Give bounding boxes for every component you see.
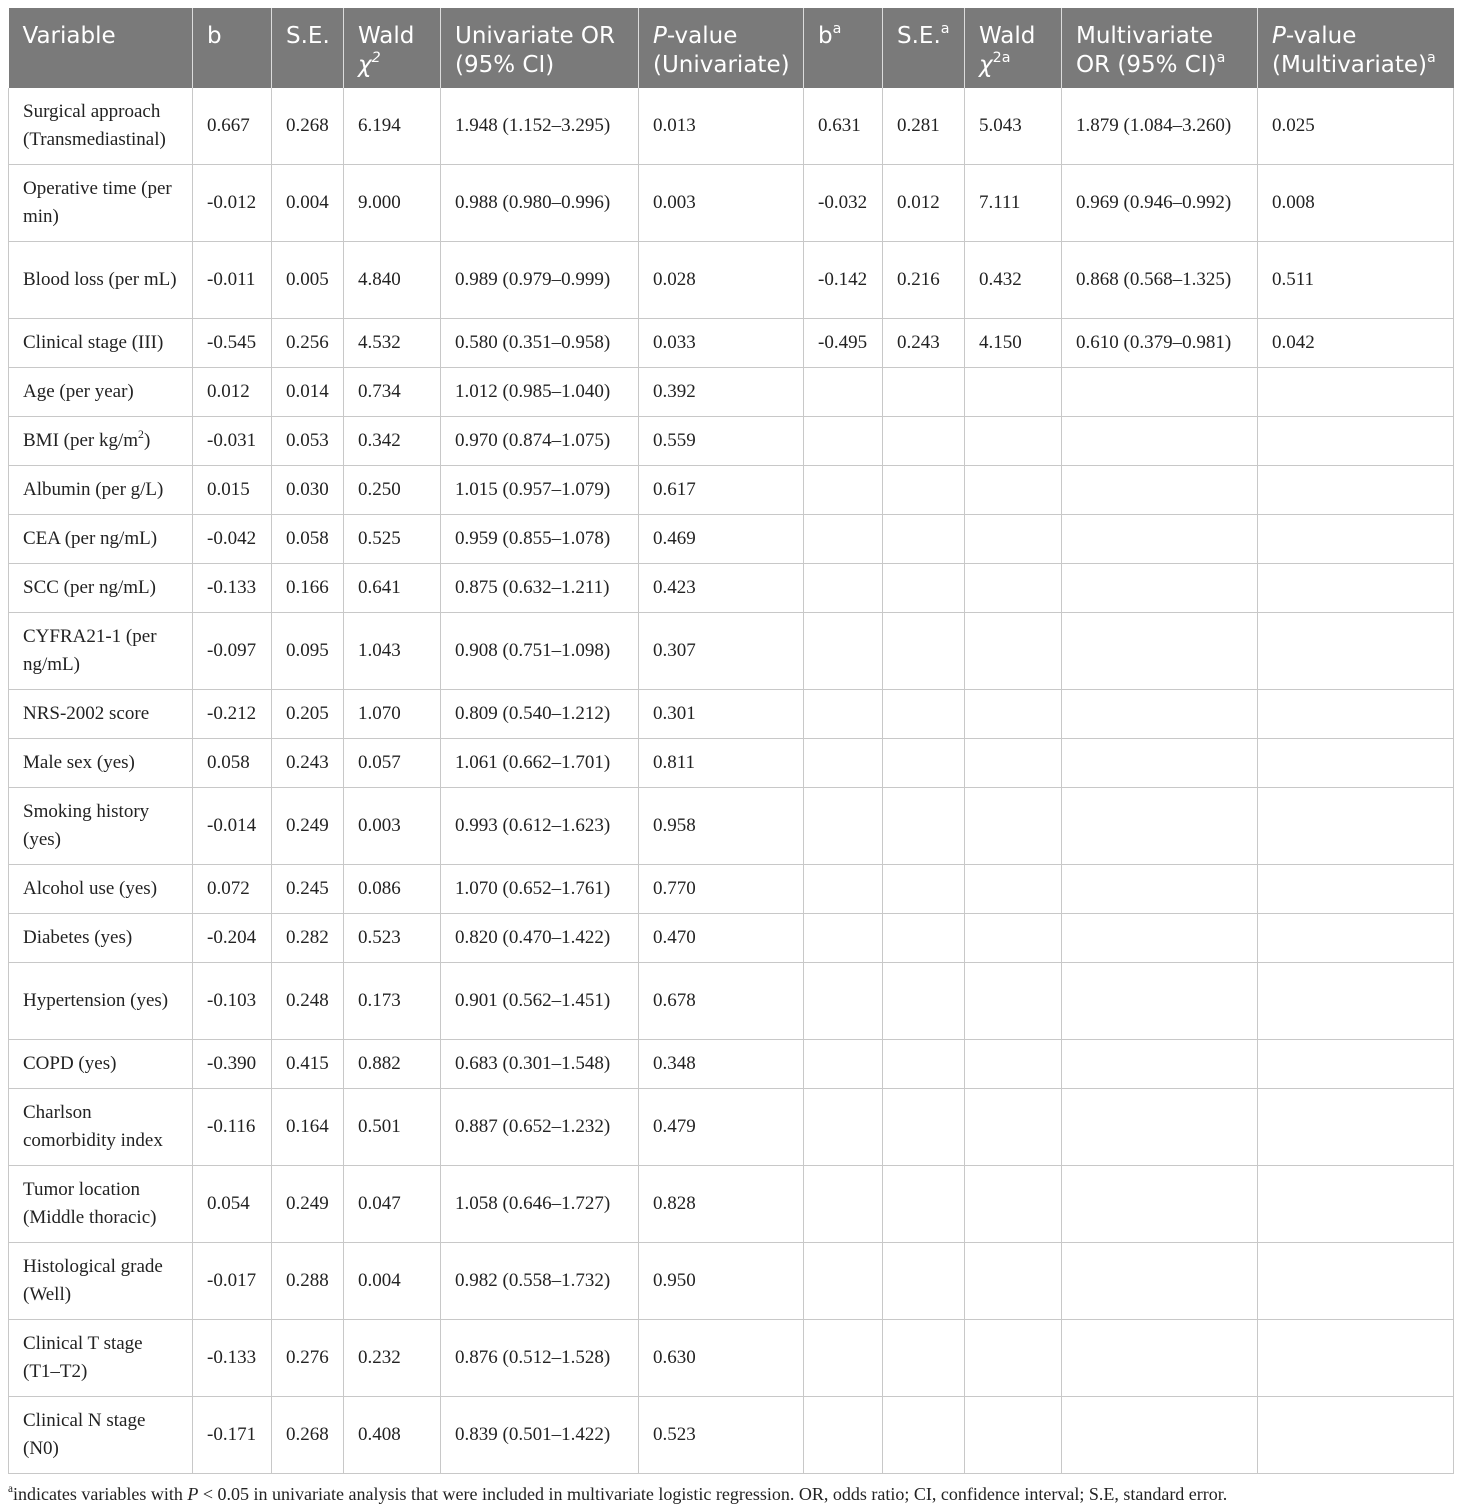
table-row [9, 914, 1454, 963]
p-univariate-cell: 0.348 [639, 1040, 804, 1089]
p-univariate-cell: 0.811 [639, 739, 804, 788]
wald-cell: 4.840 [344, 242, 441, 319]
se-cell: 0.288 [272, 1243, 344, 1320]
table-row [9, 1243, 1454, 1320]
wald-multivariate-cell [965, 1243, 1062, 1320]
b-multivariate-cell: 0.631 [804, 88, 883, 165]
wald-multivariate-cell [965, 466, 1062, 515]
se-multivariate-cell [883, 788, 965, 865]
p-multivariate-cell [1258, 1166, 1454, 1243]
table-row [9, 739, 1454, 788]
wald-cell: 0.232 [344, 1320, 441, 1397]
b-cell: -0.097 [193, 613, 272, 690]
wald-cell: 0.408 [344, 1397, 441, 1474]
wald-cell: 0.882 [344, 1040, 441, 1089]
variable-cell: SCC (per ng/mL) [9, 564, 193, 613]
table-body [9, 88, 1454, 1474]
wald-multivariate-cell [965, 788, 1062, 865]
univariate-or-cell: 0.989 (0.979–0.999) [441, 242, 639, 319]
multivariate-or-cell: 0.969 (0.946–0.992) [1062, 165, 1258, 242]
b-multivariate-cell [804, 963, 883, 1040]
variable-cell: Operative time (per min) [9, 165, 193, 242]
b-cell: -0.171 [193, 1397, 272, 1474]
variable-cell: Clinical T stage (T1–T2) [9, 1320, 193, 1397]
se-cell: 0.249 [272, 1166, 344, 1243]
p-multivariate-cell [1258, 739, 1454, 788]
p-multivariate-cell [1258, 1320, 1454, 1397]
table-row [9, 319, 1454, 368]
b-multivariate-cell [804, 564, 883, 613]
p-multivariate-cell [1258, 963, 1454, 1040]
se-multivariate-cell [883, 1040, 965, 1089]
wald-multivariate-cell [965, 690, 1062, 739]
table-row [9, 865, 1454, 914]
wald-cell: 0.047 [344, 1166, 441, 1243]
b-multivariate-cell [804, 1040, 883, 1089]
b-cell: 0.015 [193, 466, 272, 515]
p-univariate-cell: 0.423 [639, 564, 804, 613]
variable-cell: Albumin (per g/L) [9, 466, 193, 515]
se-multivariate-cell [883, 865, 965, 914]
variable-cell: Diabetes (yes) [9, 914, 193, 963]
se-cell: 0.245 [272, 865, 344, 914]
p-multivariate-cell [1258, 690, 1454, 739]
se-multivariate-cell: 0.216 [883, 242, 965, 319]
univariate-or-cell: 0.993 (0.612–1.623) [441, 788, 639, 865]
wald-cell: 0.173 [344, 963, 441, 1040]
p-multivariate-cell [1258, 613, 1454, 690]
se-cell: 0.415 [272, 1040, 344, 1089]
wald-cell: 0.003 [344, 788, 441, 865]
variable-cell: Histological grade (Well) [9, 1243, 193, 1320]
table-row [9, 466, 1454, 515]
multivariate-or-cell [1062, 963, 1258, 1040]
se-cell: 0.005 [272, 242, 344, 319]
b-multivariate-cell [804, 515, 883, 564]
p-univariate-cell: 0.033 [639, 319, 804, 368]
multivariate-or-cell [1062, 865, 1258, 914]
se-cell: 0.014 [272, 368, 344, 417]
univariate-or-cell: 0.982 (0.558–1.732) [441, 1243, 639, 1320]
wald-cell: 0.057 [344, 739, 441, 788]
wald-multivariate-cell [965, 564, 1062, 613]
variable-cell: COPD (yes) [9, 1040, 193, 1089]
b-multivariate-cell [804, 739, 883, 788]
table-row [9, 613, 1454, 690]
table-row [9, 1089, 1454, 1166]
p-multivariate-cell [1258, 515, 1454, 564]
wald-multivariate-cell [965, 515, 1062, 564]
wald-multivariate-cell [965, 368, 1062, 417]
b-multivariate-cell [804, 1243, 883, 1320]
table-row [9, 1397, 1454, 1474]
univariate-or-cell: 0.908 (0.751–1.098) [441, 613, 639, 690]
se-multivariate-cell [883, 1243, 965, 1320]
wald-cell: 9.000 [344, 165, 441, 242]
se-cell: 0.249 [272, 788, 344, 865]
variable-cell: Charlson comorbidity index [9, 1089, 193, 1166]
variable-cell: Blood loss (per mL) [9, 242, 193, 319]
se-multivariate-cell [883, 466, 965, 515]
header-univariate-or: Univariate OR (95% CI) [441, 8, 639, 88]
multivariate-or-cell [1062, 417, 1258, 466]
variable-cell: CYFRA21-1 (per ng/mL) [9, 613, 193, 690]
b-cell: -0.042 [193, 515, 272, 564]
p-multivariate-cell [1258, 466, 1454, 515]
se-cell: 0.268 [272, 1397, 344, 1474]
se-cell: 0.030 [272, 466, 344, 515]
univariate-or-cell: 1.012 (0.985–1.040) [441, 368, 639, 417]
header-row [9, 8, 1454, 88]
se-cell: 0.166 [272, 564, 344, 613]
wald-multivariate-cell [965, 1089, 1062, 1166]
p-multivariate-cell: 0.042 [1258, 319, 1454, 368]
univariate-or-cell: 0.988 (0.980–0.996) [441, 165, 639, 242]
wald-multivariate-cell [965, 613, 1062, 690]
b-cell: -0.545 [193, 319, 272, 368]
univariate-or-cell: 0.875 (0.632–1.211) [441, 564, 639, 613]
se-multivariate-cell [883, 417, 965, 466]
p-multivariate-cell: 0.511 [1258, 242, 1454, 319]
wald-multivariate-cell [965, 865, 1062, 914]
p-univariate-cell: 0.678 [639, 963, 804, 1040]
p-multivariate-cell [1258, 1089, 1454, 1166]
p-multivariate-cell [1258, 1243, 1454, 1320]
se-multivariate-cell [883, 690, 965, 739]
wald-cell: 0.734 [344, 368, 441, 417]
b-cell: -0.133 [193, 1320, 272, 1397]
multivariate-or-cell: 0.610 (0.379–0.981) [1062, 319, 1258, 368]
variable-cell: Hypertension (yes) [9, 963, 193, 1040]
wald-cell: 0.525 [344, 515, 441, 564]
p-multivariate-cell [1258, 368, 1454, 417]
p-univariate-cell: 0.392 [639, 368, 804, 417]
wald-cell: 0.250 [344, 466, 441, 515]
b-cell: -0.012 [193, 165, 272, 242]
se-cell: 0.095 [272, 613, 344, 690]
univariate-or-cell: 1.070 (0.652–1.761) [441, 865, 639, 914]
se-cell: 0.268 [272, 88, 344, 165]
variable-cell: NRS-2002 score [9, 690, 193, 739]
univariate-or-cell: 1.061 (0.662–1.701) [441, 739, 639, 788]
table-container [8, 8, 1453, 1505]
header-p-multivariate: P-value (Multivariate)$^a$ [1258, 8, 1454, 88]
p-multivariate-cell [1258, 1397, 1454, 1474]
se-multivariate-cell [883, 963, 965, 1040]
multivariate-or-cell [1062, 368, 1258, 417]
p-univariate-cell: 0.617 [639, 466, 804, 515]
variable-cell: Male sex (yes) [9, 739, 193, 788]
p-univariate-cell: 0.958 [639, 788, 804, 865]
p-univariate-cell: 0.028 [639, 242, 804, 319]
variable-cell: Tumor location (Middle thoracic) [9, 1166, 193, 1243]
wald-multivariate-cell: 4.150 [965, 319, 1062, 368]
table-row [9, 368, 1454, 417]
b-multivariate-cell: -0.142 [804, 242, 883, 319]
multivariate-or-cell [1062, 914, 1258, 963]
variable-cell: CEA (per ng/mL) [9, 515, 193, 564]
b-cell: -0.014 [193, 788, 272, 865]
p-multivariate-cell [1258, 1040, 1454, 1089]
multivariate-or-cell [1062, 1040, 1258, 1089]
p-univariate-cell: 0.479 [639, 1089, 804, 1166]
b-cell: 0.054 [193, 1166, 272, 1243]
p-univariate-cell: 0.470 [639, 914, 804, 963]
variable-cell: Clinical stage (III) [9, 319, 193, 368]
se-cell: 0.004 [272, 165, 344, 242]
p-multivariate-cell: 0.008 [1258, 165, 1454, 242]
b-multivariate-cell [804, 914, 883, 963]
univariate-or-cell: 0.887 (0.652–1.232) [441, 1089, 639, 1166]
p-univariate-cell: 0.523 [639, 1397, 804, 1474]
header-b: b [193, 8, 272, 88]
wald-multivariate-cell: 7.111 [965, 165, 1062, 242]
wald-cell: 0.004 [344, 1243, 441, 1320]
se-multivariate-cell [883, 613, 965, 690]
wald-multivariate-cell [965, 914, 1062, 963]
variable-cell: Clinical N stage (N0) [9, 1397, 193, 1474]
b-multivariate-cell [804, 1089, 883, 1166]
table-row [9, 165, 1454, 242]
univariate-or-cell: 0.876 (0.512–1.528) [441, 1320, 639, 1397]
p-univariate-cell: 0.770 [639, 865, 804, 914]
p-multivariate-cell: 0.025 [1258, 88, 1454, 165]
multivariate-or-cell [1062, 739, 1258, 788]
b-multivariate-cell [804, 788, 883, 865]
p-multivariate-cell [1258, 788, 1454, 865]
p-univariate-cell: 0.301 [639, 690, 804, 739]
wald-multivariate-cell [965, 1320, 1062, 1397]
se-cell: 0.053 [272, 417, 344, 466]
b-cell: -0.390 [193, 1040, 272, 1089]
se-cell: 0.058 [272, 515, 344, 564]
univariate-or-cell: 0.809 (0.540–1.212) [441, 690, 639, 739]
table-row [9, 88, 1454, 165]
variable-cell: BMI (per $kg/m^2$) [9, 417, 193, 466]
multivariate-or-cell [1062, 1089, 1258, 1166]
header-variable: Variable [9, 8, 193, 88]
table-row [9, 1320, 1454, 1397]
header-multivariate-or: Multivariate OR (95% CI)$^a$ [1062, 8, 1258, 88]
univariate-or-cell: 0.839 (0.501–1.422) [441, 1397, 639, 1474]
se-multivariate-cell [883, 739, 965, 788]
se-cell: 0.248 [272, 963, 344, 1040]
multivariate-or-cell [1062, 564, 1258, 613]
b-cell: -0.031 [193, 417, 272, 466]
b-cell: 0.667 [193, 88, 272, 165]
se-multivariate-cell [883, 1166, 965, 1243]
b-cell: 0.058 [193, 739, 272, 788]
se-multivariate-cell [883, 1320, 965, 1397]
wald-multivariate-cell: 0.432 [965, 242, 1062, 319]
wald-cell: 6.194 [344, 88, 441, 165]
b-cell: -0.204 [193, 914, 272, 963]
p-univariate-cell: 0.307 [639, 613, 804, 690]
p-univariate-cell: 0.559 [639, 417, 804, 466]
p-univariate-cell: 0.950 [639, 1243, 804, 1320]
b-multivariate-cell [804, 1166, 883, 1243]
univariate-or-cell: 1.058 (0.646–1.727) [441, 1166, 639, 1243]
univariate-or-cell: 1.015 (0.957–1.079) [441, 466, 639, 515]
multivariate-or-cell [1062, 690, 1258, 739]
b-multivariate-cell [804, 1397, 883, 1474]
header-b-multivariate: $b^a$ [804, 8, 883, 88]
table-row [9, 690, 1454, 739]
table-row [9, 417, 1454, 466]
se-multivariate-cell: 0.012 [883, 165, 965, 242]
wald-multivariate-cell [965, 1166, 1062, 1243]
b-cell: -0.212 [193, 690, 272, 739]
b-multivariate-cell [804, 613, 883, 690]
b-cell: -0.103 [193, 963, 272, 1040]
multivariate-or-cell [1062, 515, 1258, 564]
univariate-or-cell: 0.959 (0.855–1.078) [441, 515, 639, 564]
wald-multivariate-cell: 5.043 [965, 88, 1062, 165]
header-p-univariate: P-value (Univariate) [639, 8, 804, 88]
wald-cell: 0.342 [344, 417, 441, 466]
b-multivariate-cell: -0.032 [804, 165, 883, 242]
p-univariate-cell: 0.469 [639, 515, 804, 564]
table-row [9, 963, 1454, 1040]
wald-cell: 0.086 [344, 865, 441, 914]
wald-cell: 1.070 [344, 690, 441, 739]
se-cell: 0.243 [272, 739, 344, 788]
multivariate-or-cell [1062, 788, 1258, 865]
b-multivariate-cell: -0.495 [804, 319, 883, 368]
se-cell: 0.164 [272, 1089, 344, 1166]
b-multivariate-cell [804, 1320, 883, 1397]
b-cell: -0.116 [193, 1089, 272, 1166]
b-cell: -0.011 [193, 242, 272, 319]
table-row [9, 242, 1454, 319]
p-multivariate-cell [1258, 564, 1454, 613]
b-multivariate-cell [804, 690, 883, 739]
b-cell: -0.017 [193, 1243, 272, 1320]
table-row [9, 1166, 1454, 1243]
multivariate-or-cell [1062, 613, 1258, 690]
regression-table [8, 8, 1454, 1474]
multivariate-or-cell [1062, 1320, 1258, 1397]
multivariate-or-cell [1062, 1243, 1258, 1320]
p-multivariate-cell [1258, 417, 1454, 466]
univariate-or-cell: 0.683 (0.301–1.548) [441, 1040, 639, 1089]
wald-cell: 0.523 [344, 914, 441, 963]
se-cell: 0.282 [272, 914, 344, 963]
multivariate-or-cell [1062, 1397, 1258, 1474]
wald-cell: 0.501 [344, 1089, 441, 1166]
header-se: S.E. [272, 8, 344, 88]
se-multivariate-cell [883, 564, 965, 613]
univariate-or-cell: 0.970 (0.874–1.075) [441, 417, 639, 466]
table-footnote: $^a$indicates variables with P < 0.05 in univariate analysis that were included in multivariate logistic regression. OR, odds ratio; CI, confidence interval; S.E, standard error. [8, 1482, 1228, 1504]
wald-multivariate-cell [965, 1397, 1062, 1474]
b-multivariate-cell [804, 417, 883, 466]
wald-cell: 0.641 [344, 564, 441, 613]
variable-cell: Age (per year) [9, 368, 193, 417]
se-multivariate-cell [883, 515, 965, 564]
p-multivariate-cell [1258, 865, 1454, 914]
b-multivariate-cell [804, 865, 883, 914]
se-cell: 0.256 [272, 319, 344, 368]
multivariate-or-cell: 0.868 (0.568–1.325) [1062, 242, 1258, 319]
b-multivariate-cell [804, 466, 883, 515]
multivariate-or-cell [1062, 1166, 1258, 1243]
se-multivariate-cell [883, 1397, 965, 1474]
table-row [9, 1040, 1454, 1089]
wald-multivariate-cell [965, 1040, 1062, 1089]
header-se-multivariate: S.E.$^a$ [883, 8, 965, 88]
table-row [9, 564, 1454, 613]
b-cell: -0.133 [193, 564, 272, 613]
se-multivariate-cell [883, 1089, 965, 1166]
se-cell: 0.205 [272, 690, 344, 739]
table-row [9, 515, 1454, 564]
multivariate-or-cell [1062, 466, 1258, 515]
header-wald-multivariate: Wald $\chi^{2a}$ [965, 8, 1062, 88]
wald-multivariate-cell [965, 963, 1062, 1040]
wald-cell: 1.043 [344, 613, 441, 690]
multivariate-or-cell: 1.879 (1.084–3.260) [1062, 88, 1258, 165]
table-row [9, 788, 1454, 865]
se-multivariate-cell: 0.243 [883, 319, 965, 368]
wald-multivariate-cell [965, 417, 1062, 466]
se-cell: 0.276 [272, 1320, 344, 1397]
b-cell: 0.012 [193, 368, 272, 417]
se-multivariate-cell: 0.281 [883, 88, 965, 165]
p-multivariate-cell [1258, 914, 1454, 963]
univariate-or-cell: 0.820 (0.470–1.422) [441, 914, 639, 963]
p-univariate-cell: 0.828 [639, 1166, 804, 1243]
se-multivariate-cell [883, 914, 965, 963]
univariate-or-cell: 1.948 (1.152–3.295) [441, 88, 639, 165]
variable-cell: Surgical approach (Transmediastinal) [9, 88, 193, 165]
p-univariate-cell: 0.003 [639, 165, 804, 242]
univariate-or-cell: 0.580 (0.351–0.958) [441, 319, 639, 368]
p-univariate-cell: 0.630 [639, 1320, 804, 1397]
wald-multivariate-cell [965, 739, 1062, 788]
wald-cell: 4.532 [344, 319, 441, 368]
b-cell: 0.072 [193, 865, 272, 914]
se-multivariate-cell [883, 368, 965, 417]
p-univariate-cell: 0.013 [639, 88, 804, 165]
b-multivariate-cell [804, 368, 883, 417]
header-wald: Wald $\chi^2$ [344, 8, 441, 88]
variable-cell: Smoking history (yes) [9, 788, 193, 865]
univariate-or-cell: 0.901 (0.562–1.451) [441, 963, 639, 1040]
variable-cell: Alcohol use (yes) [9, 865, 193, 914]
